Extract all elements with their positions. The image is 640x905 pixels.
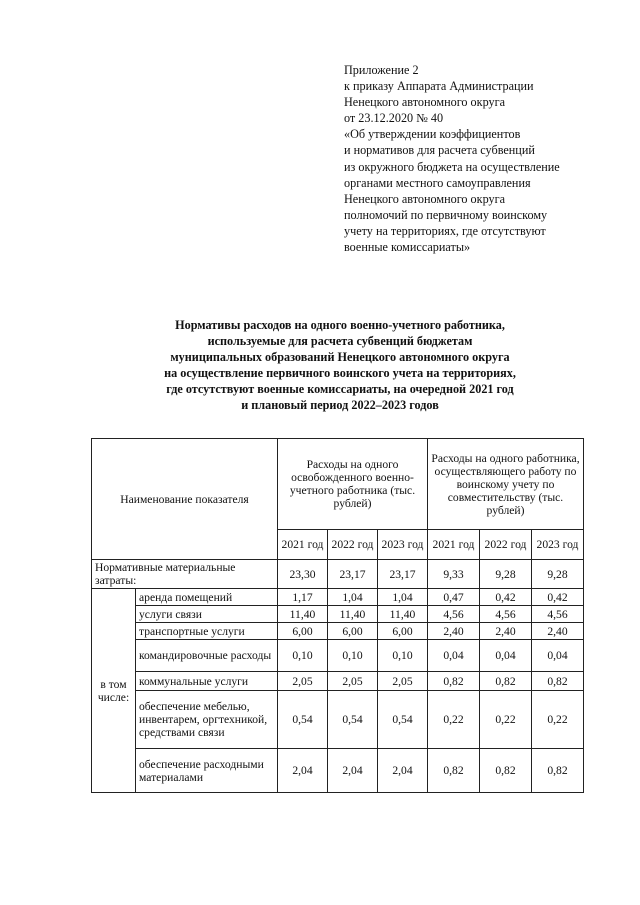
value-cell: 0,22	[532, 691, 584, 749]
value-cell: 0,04	[428, 640, 480, 672]
value-cell: 9,28	[532, 560, 584, 589]
value-cell: 11,40	[378, 606, 428, 623]
annex-line: от 23.12.2020 № 40	[344, 111, 444, 126]
value-cell: 6,00	[278, 623, 328, 640]
annex-line: органами местного самоуправления	[344, 175, 531, 190]
title-line: Нормативы расходов на одного военно-учетного работника,	[175, 318, 505, 332]
total-row	[92, 560, 584, 589]
value-cell: 4,56	[480, 606, 532, 623]
value-cell: 0,22	[428, 691, 480, 749]
value-cell: 0,54	[328, 691, 378, 749]
value-cell: 0,10	[328, 640, 378, 672]
annex-block	[344, 62, 634, 255]
year-header: 2021 год	[428, 530, 480, 560]
title-line: и плановый период 2022–2023 годов	[241, 398, 439, 413]
year-header: 2022 год	[328, 530, 378, 560]
value-cell: 0,82	[428, 672, 480, 691]
value-cell: 0,82	[480, 749, 532, 793]
row-label: транспортные услуги	[136, 623, 278, 640]
title-line: муниципальных образований Ненецкого автономного округа	[170, 350, 510, 365]
value-cell: 0,82	[428, 749, 480, 793]
value-cell: 0,04	[480, 640, 532, 672]
year-header: 2021 год	[278, 530, 328, 560]
annex-line: учету на территориях, где отсутствуют	[344, 223, 546, 238]
annex-line: Приложение 2	[344, 63, 419, 77]
value-cell: 0,10	[378, 640, 428, 672]
annex-line: Ненецкого автономного округа	[344, 95, 506, 110]
value-cell: 0,54	[278, 691, 328, 749]
year-header: 2023 год	[532, 530, 584, 560]
value-cell: 11,40	[328, 606, 378, 623]
value-cell: 0,42	[480, 589, 532, 606]
annex-line: к приказу Аппарата Администрации	[344, 79, 534, 94]
table-row	[92, 589, 584, 606]
row-label: командировочные расходы	[136, 640, 278, 672]
title-line: на осуществление первичного воинского учета на территориях,	[164, 366, 516, 381]
value-cell: 23,30	[278, 560, 328, 589]
value-cell: 1,04	[328, 589, 378, 606]
title-line: используемые для расчета субвенций бюджетам	[207, 334, 473, 349]
value-cell: 0,54	[378, 691, 428, 749]
group-released-header: Расходы на одного освобожденного военно-учетного работника (тыс. рублей)	[278, 439, 428, 530]
including-label: в том числе:	[92, 589, 136, 793]
value-cell: 0,47	[428, 589, 480, 606]
row-label: обеспечение мебелью, инвентарем, оргтехникой, средствами связи	[136, 691, 278, 749]
value-cell: 2,40	[428, 623, 480, 640]
value-cell: 0,04	[532, 640, 584, 672]
year-header: 2023 год	[378, 530, 428, 560]
table-row	[92, 749, 584, 793]
value-cell: 4,56	[532, 606, 584, 623]
value-cell: 6,00	[378, 623, 428, 640]
value-cell: 1,17	[278, 589, 328, 606]
value-cell: 11,40	[278, 606, 328, 623]
value-cell: 2,04	[278, 749, 328, 793]
row-label: Нормативные материальные затраты:	[92, 560, 278, 589]
value-cell: 1,04	[378, 589, 428, 606]
value-cell: 0,82	[532, 672, 584, 691]
value-cell: 23,17	[378, 560, 428, 589]
value-cell: 2,04	[378, 749, 428, 793]
table-row	[92, 691, 584, 749]
value-cell: 2,40	[480, 623, 532, 640]
value-cell: 23,17	[328, 560, 378, 589]
annex-line: военные комиссариаты»	[344, 240, 471, 255]
table-row	[92, 606, 584, 623]
annex-line: Ненецкого автономного округа	[344, 191, 506, 206]
value-cell: 0,42	[532, 589, 584, 606]
value-cell: 2,40	[532, 623, 584, 640]
row-label: обеспечение расходными материалами	[136, 749, 278, 793]
year-header: 2022 год	[480, 530, 532, 560]
table-row	[92, 623, 584, 640]
annex-line: «Об утверждении коэффициентов	[344, 127, 521, 142]
value-cell: 2,05	[278, 672, 328, 691]
group-parttime-header: Расходы на одного работника, осуществляющего работу по воинскому учету по совместительству (тыс. рублей)	[428, 439, 584, 530]
value-cell: 2,05	[328, 672, 378, 691]
annex-line: полномочий по первичному воинскому	[344, 207, 548, 222]
table-row	[92, 672, 584, 691]
document-title	[100, 317, 580, 414]
value-cell: 0,82	[532, 749, 584, 793]
value-cell: 2,04	[328, 749, 378, 793]
value-cell: 4,56	[428, 606, 480, 623]
value-cell: 0,82	[480, 672, 532, 691]
indicator-header: Наименование показателя	[92, 439, 278, 560]
value-cell: 0,10	[278, 640, 328, 672]
value-cell: 9,28	[480, 560, 532, 589]
table-row	[92, 640, 584, 672]
value-cell: 2,05	[378, 672, 428, 691]
value-cell: 0,22	[480, 691, 532, 749]
value-cell: 6,00	[328, 623, 378, 640]
title-line: где отсутствуют военные комиссариаты, на очередной 2021 год	[166, 382, 514, 397]
annex-line: из окружного бюджета на осуществление	[344, 159, 560, 174]
row-label: коммунальные услуги	[136, 672, 278, 691]
value-cell: 9,33	[428, 560, 480, 589]
row-label: аренда помещений	[136, 589, 278, 606]
annex-line: и нормативов для расчета субвенций	[344, 143, 535, 158]
row-label: услуги связи	[136, 606, 278, 623]
norms-table	[91, 438, 584, 793]
